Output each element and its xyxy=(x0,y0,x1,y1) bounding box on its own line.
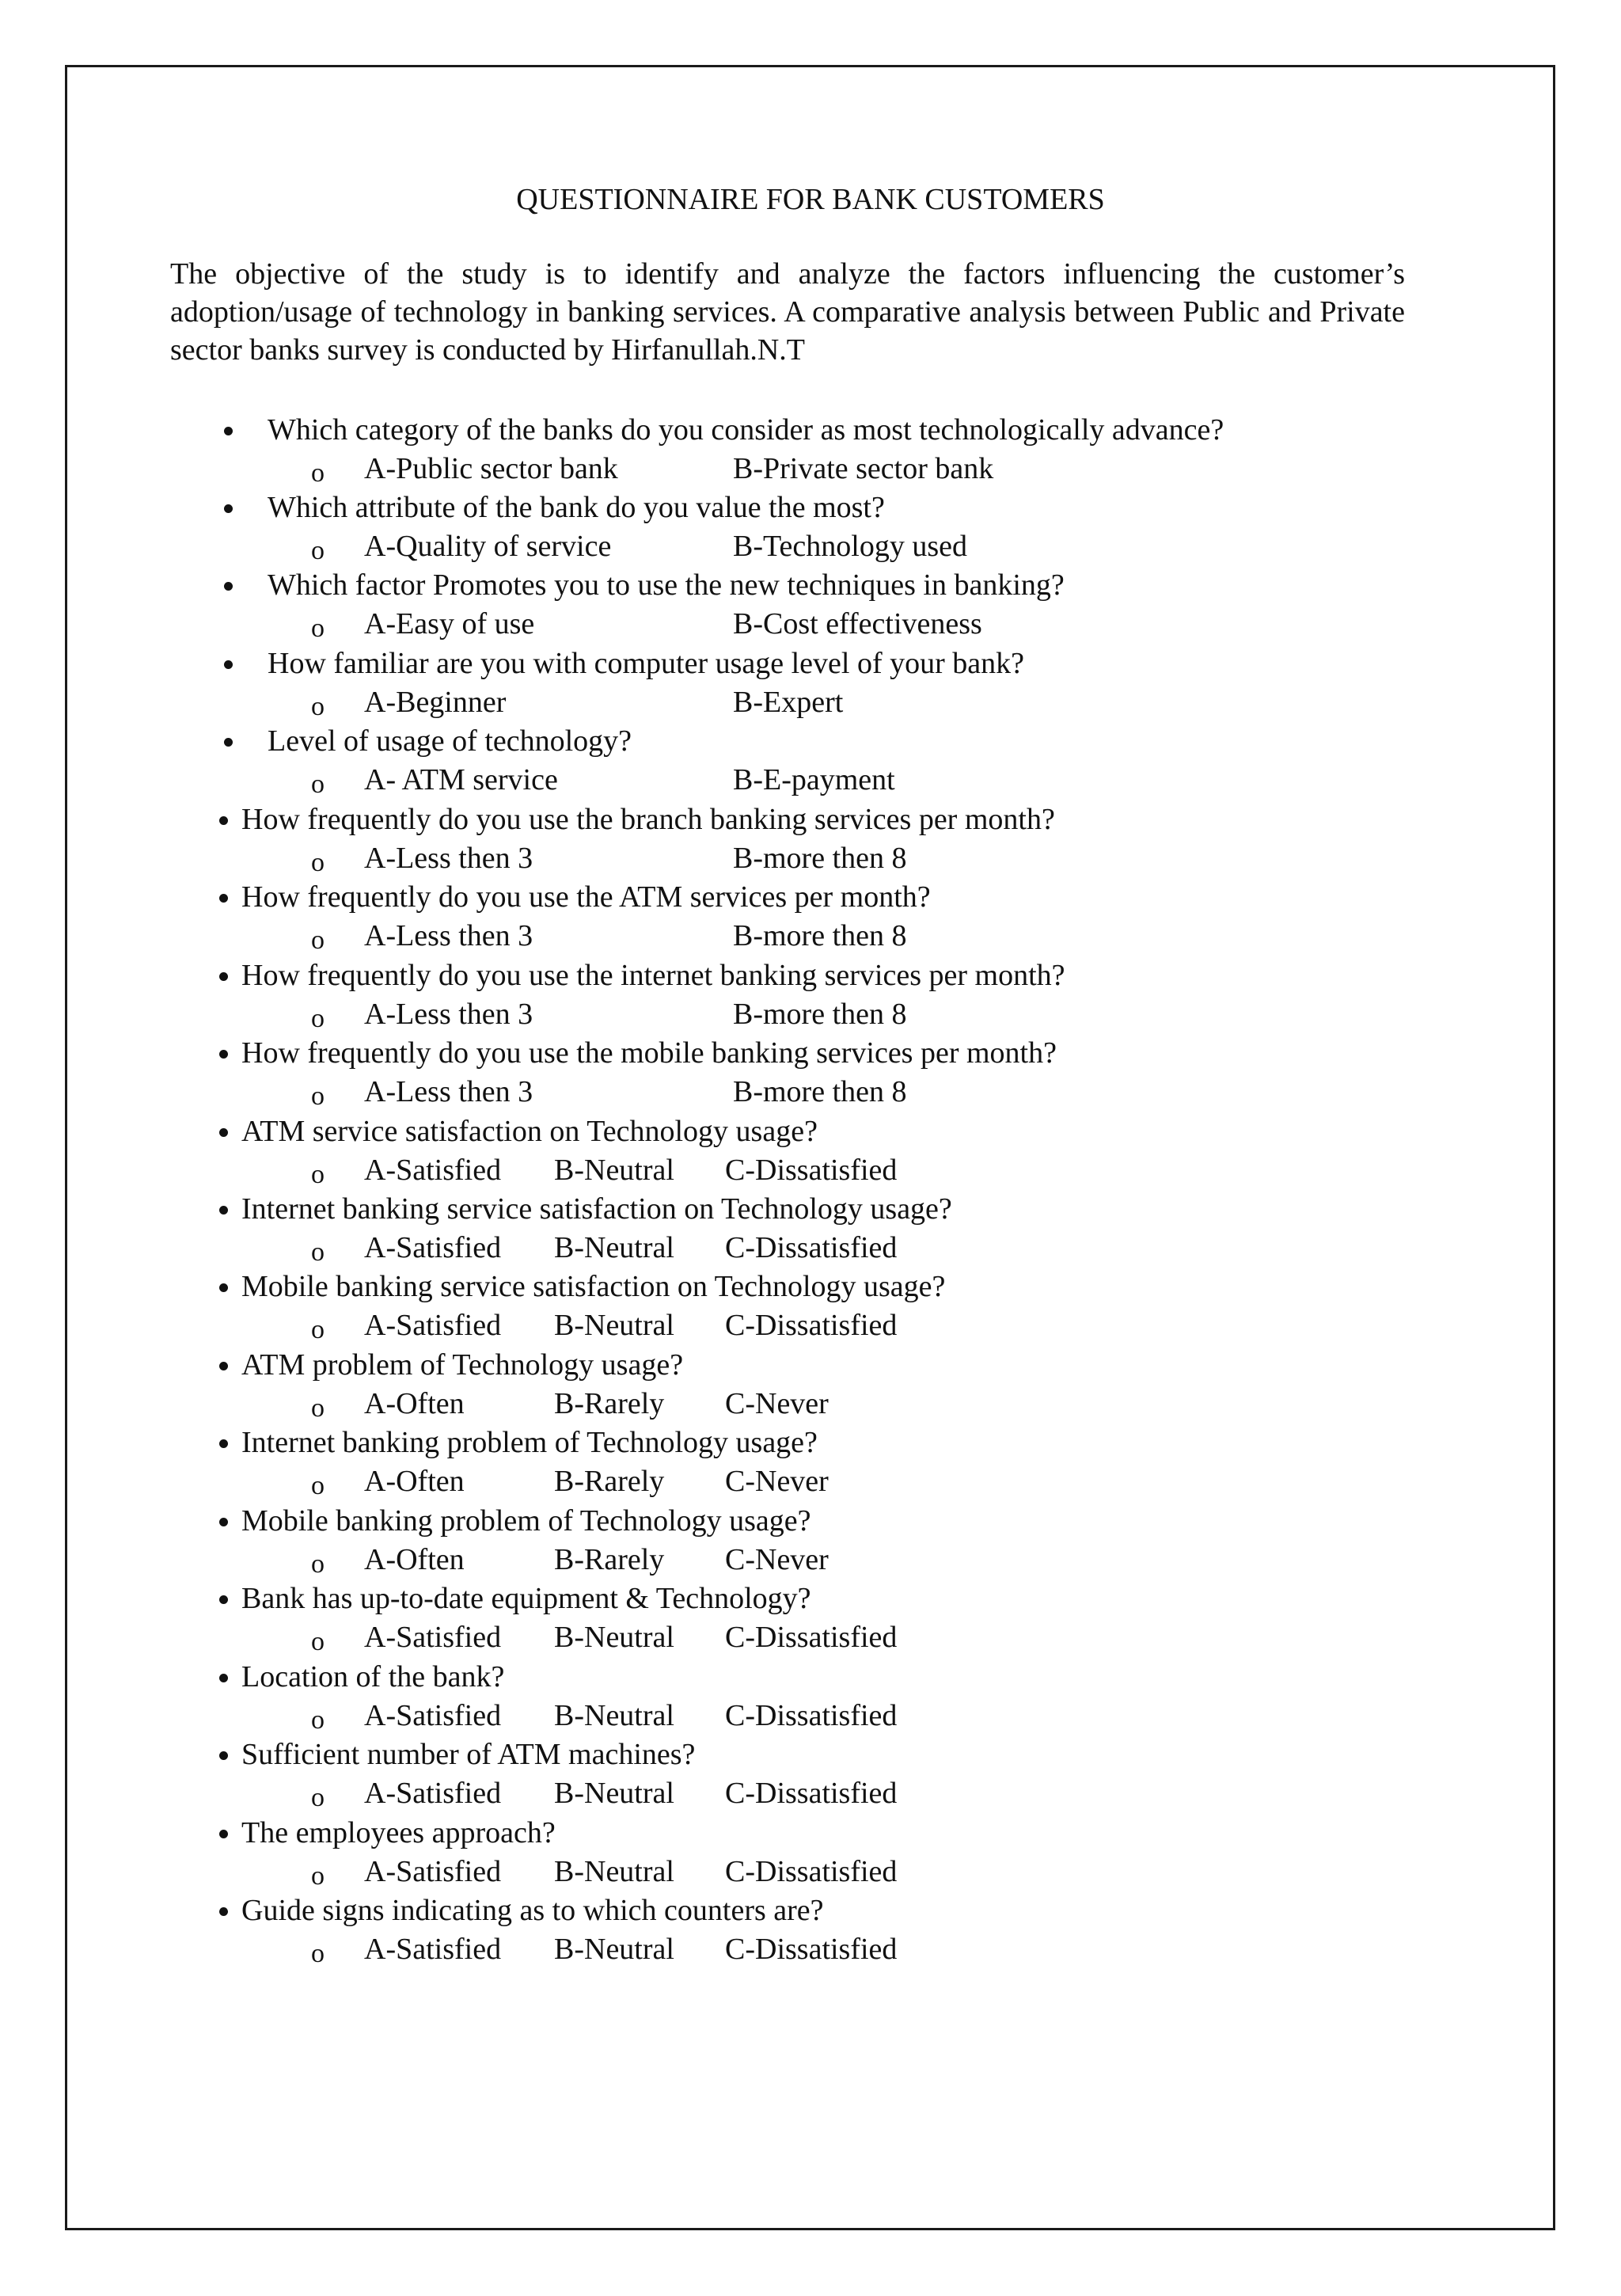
hollow-bullet-icon: o xyxy=(311,1705,325,1735)
bullet-icon xyxy=(219,972,228,981)
option-line xyxy=(311,527,968,565)
question-text: ATM service satisfaction on Technology usage? xyxy=(241,1115,818,1148)
answer-option: A-Public sector bank xyxy=(364,452,618,485)
question-item xyxy=(241,1268,945,1306)
answer-option: A-Quality of service xyxy=(364,530,612,563)
bullet-icon xyxy=(219,1206,228,1215)
bullet-icon xyxy=(219,1518,228,1526)
question-item xyxy=(241,1502,811,1540)
bullet-icon xyxy=(219,1595,228,1604)
answer-option: A-Satisfied xyxy=(364,1231,502,1264)
question-text: How frequently do you use the mobile banking services per month? xyxy=(241,1036,1057,1070)
option-line xyxy=(311,1697,950,1735)
bullet-icon xyxy=(224,582,233,591)
option-line xyxy=(311,761,950,799)
bullet-icon xyxy=(224,738,233,747)
option-line xyxy=(311,605,982,643)
option-line xyxy=(311,1385,950,1423)
answer-option: A-Often xyxy=(364,1465,465,1498)
question-item xyxy=(241,1658,504,1696)
answer-option: B-Private sector bank xyxy=(733,452,994,485)
hollow-bullet-icon: o xyxy=(311,770,325,799)
hollow-bullet-icon: o xyxy=(311,1627,325,1656)
option-line xyxy=(311,839,950,877)
question-text: The employees approach? xyxy=(241,1816,556,1849)
question-item xyxy=(241,1891,824,1929)
answer-option: C-Never xyxy=(725,1543,829,1576)
hollow-bullet-icon: o xyxy=(311,926,325,955)
option-line xyxy=(311,1462,950,1500)
answer-option: A-Beginner xyxy=(364,686,507,719)
answer-option: C-Dissatisfied xyxy=(725,1777,898,1810)
question-item xyxy=(268,411,1224,449)
hollow-bullet-icon: o xyxy=(311,536,325,565)
hollow-bullet-icon: o xyxy=(311,1004,325,1033)
question-text: Location of the bank? xyxy=(241,1660,505,1693)
answer-option: A-Satisfied xyxy=(364,1621,502,1654)
answer-option: A-Often xyxy=(364,1387,465,1420)
question-item xyxy=(241,1814,556,1852)
answer-option: B-Neutral xyxy=(554,1231,674,1264)
question-item xyxy=(268,566,1065,604)
option-line xyxy=(311,1306,950,1344)
question-text: Sufficient number of ATM machines? xyxy=(241,1738,696,1771)
answer-option: B-E-payment xyxy=(733,763,895,796)
option-line xyxy=(311,1618,950,1656)
question-item xyxy=(268,488,885,526)
question-item xyxy=(241,1346,683,1384)
question-text: Internet banking service satisfaction on Technology usage? xyxy=(241,1192,952,1226)
option-line xyxy=(311,995,950,1033)
answer-option: C-Dissatisfied xyxy=(725,1309,898,1342)
option-line xyxy=(311,917,950,955)
answer-option: B-Neutral xyxy=(554,1699,674,1732)
hollow-bullet-icon: o xyxy=(311,848,325,877)
hollow-bullet-icon: o xyxy=(311,1861,325,1891)
answer-option: B-Rarely xyxy=(554,1465,665,1498)
bullet-icon xyxy=(219,1439,228,1448)
answer-option: C-Dissatisfied xyxy=(725,1231,898,1264)
question-text: ATM problem of Technology usage? xyxy=(241,1348,684,1382)
answer-option: A-Easy of use xyxy=(364,607,535,641)
answer-option: B-more then 8 xyxy=(733,919,907,952)
answer-option: C-Dissatisfied xyxy=(725,1699,898,1732)
answer-option: A-Often xyxy=(364,1543,465,1576)
bullet-icon xyxy=(219,1674,228,1682)
hollow-bullet-icon: o xyxy=(311,1471,325,1500)
hollow-bullet-icon: o xyxy=(311,1783,325,1812)
answer-option: B-Neutral xyxy=(554,1933,674,1966)
question-item xyxy=(241,1112,818,1150)
hollow-bullet-icon: o xyxy=(311,458,325,488)
answer-option: A-Satisfied xyxy=(364,1309,502,1342)
question-text: Bank has up-to-date equipment & Technology? xyxy=(241,1582,811,1615)
question-item xyxy=(241,1424,818,1462)
bullet-icon xyxy=(219,894,228,903)
hollow-bullet-icon: o xyxy=(311,1160,325,1189)
hollow-bullet-icon: o xyxy=(311,1393,325,1423)
answer-option: A-Satisfied xyxy=(364,1933,502,1966)
bullet-icon xyxy=(219,1830,228,1838)
answer-option: B-Cost effectiveness xyxy=(733,607,982,641)
option-line xyxy=(311,1541,950,1579)
question-item xyxy=(268,644,1024,682)
answer-option: A-Less then 3 xyxy=(364,1075,533,1108)
hollow-bullet-icon: o xyxy=(311,1315,325,1344)
hollow-bullet-icon: o xyxy=(311,1237,325,1267)
question-item xyxy=(241,1190,952,1228)
answer-option: C-Never xyxy=(725,1387,829,1420)
intro-paragraph: The objective of the study is to identify and analyze the factors influencing the customer’s adoption/usage of technology in banking services. A comparative analysis between Public and Private sector banks survey is conducted by Hirfanullah.N.T xyxy=(170,257,1405,367)
answer-option: A-Less then 3 xyxy=(364,842,533,875)
question-text: Which category of the banks do you consider as most technologically advance? xyxy=(268,413,1224,447)
hollow-bullet-icon: o xyxy=(311,692,325,721)
answer-option: B-more then 8 xyxy=(733,842,907,875)
option-line xyxy=(311,1774,950,1812)
question-text: How frequently do you use the branch banking services per month? xyxy=(241,803,1055,836)
answer-option: A-Satisfied xyxy=(364,1154,502,1187)
page-title: QUESTIONNAIRE FOR BANK CUSTOMERS xyxy=(516,183,1105,216)
bullet-icon xyxy=(219,1907,228,1916)
bullet-icon xyxy=(219,1362,228,1370)
answer-option: B-Technology used xyxy=(733,530,968,563)
bullet-icon xyxy=(224,427,233,435)
answer-option: A-Less then 3 xyxy=(364,998,533,1031)
question-text: How familiar are you with computer usage level of your bank? xyxy=(268,647,1025,680)
option-line xyxy=(311,1073,950,1111)
question-text: Mobile banking problem of Technology usage? xyxy=(241,1504,811,1538)
question-item xyxy=(241,1735,695,1773)
answer-option: A-Satisfied xyxy=(364,1777,502,1810)
question-text: Which attribute of the bank do you value the most? xyxy=(268,491,885,524)
question-item xyxy=(241,1579,811,1617)
option-line xyxy=(311,1930,950,1968)
bullet-icon xyxy=(219,1751,228,1760)
bullet-icon xyxy=(219,1283,228,1292)
question-text: How frequently do you use the internet banking services per month? xyxy=(241,959,1065,992)
answer-option: A-Satisfied xyxy=(364,1855,502,1888)
answer-option: C-Dissatisfied xyxy=(725,1855,898,1888)
option-line xyxy=(311,1151,950,1189)
answer-option: B-Neutral xyxy=(554,1777,674,1810)
hollow-bullet-icon: o xyxy=(311,1081,325,1111)
answer-option: A-Less then 3 xyxy=(364,919,533,952)
question-item xyxy=(268,722,632,760)
answer-option: A-Satisfied xyxy=(364,1699,502,1732)
hollow-bullet-icon: o xyxy=(311,614,325,643)
question-text: Mobile banking service satisfaction on Technology usage? xyxy=(241,1270,946,1303)
answer-option: C-Never xyxy=(725,1465,829,1498)
answer-option: B-Expert xyxy=(733,686,844,719)
answer-option: B-Neutral xyxy=(554,1309,674,1342)
bullet-icon xyxy=(219,1050,228,1059)
option-line xyxy=(311,683,950,721)
question-item xyxy=(241,956,1065,994)
bullet-icon xyxy=(224,504,233,513)
question-text: Internet banking problem of Technology usage? xyxy=(241,1426,818,1459)
question-text: How frequently do you use the ATM services per month? xyxy=(241,880,931,914)
question-text: Guide signs indicating as to which counters are? xyxy=(241,1894,824,1927)
answer-option: B-Neutral xyxy=(554,1855,674,1888)
answer-option: C-Dissatisfied xyxy=(725,1933,898,1966)
bullet-icon xyxy=(219,1128,228,1137)
answer-option: B-Neutral xyxy=(554,1621,674,1654)
option-line xyxy=(311,1853,950,1891)
option-line xyxy=(311,450,994,488)
option-line xyxy=(311,1229,950,1267)
bullet-icon xyxy=(219,816,228,825)
question-item xyxy=(241,800,1055,838)
answer-option: A- ATM service xyxy=(364,763,558,796)
answer-option: C-Dissatisfied xyxy=(725,1154,898,1187)
bullet-icon xyxy=(224,660,233,669)
answer-option: B-Neutral xyxy=(554,1154,674,1187)
answer-option: C-Dissatisfied xyxy=(725,1621,898,1654)
hollow-bullet-icon: o xyxy=(311,1939,325,1968)
answer-option: B-Rarely xyxy=(554,1543,665,1576)
hollow-bullet-icon: o xyxy=(311,1549,325,1579)
answer-option: B-Rarely xyxy=(554,1387,665,1420)
question-text: Level of usage of technology? xyxy=(268,724,632,758)
answer-option: B-more then 8 xyxy=(733,1075,907,1108)
question-text: Which factor Promotes you to use the new techniques in banking? xyxy=(268,568,1065,602)
question-item xyxy=(241,1034,1057,1072)
question-item xyxy=(241,878,931,916)
answer-option: B-more then 8 xyxy=(733,998,907,1031)
